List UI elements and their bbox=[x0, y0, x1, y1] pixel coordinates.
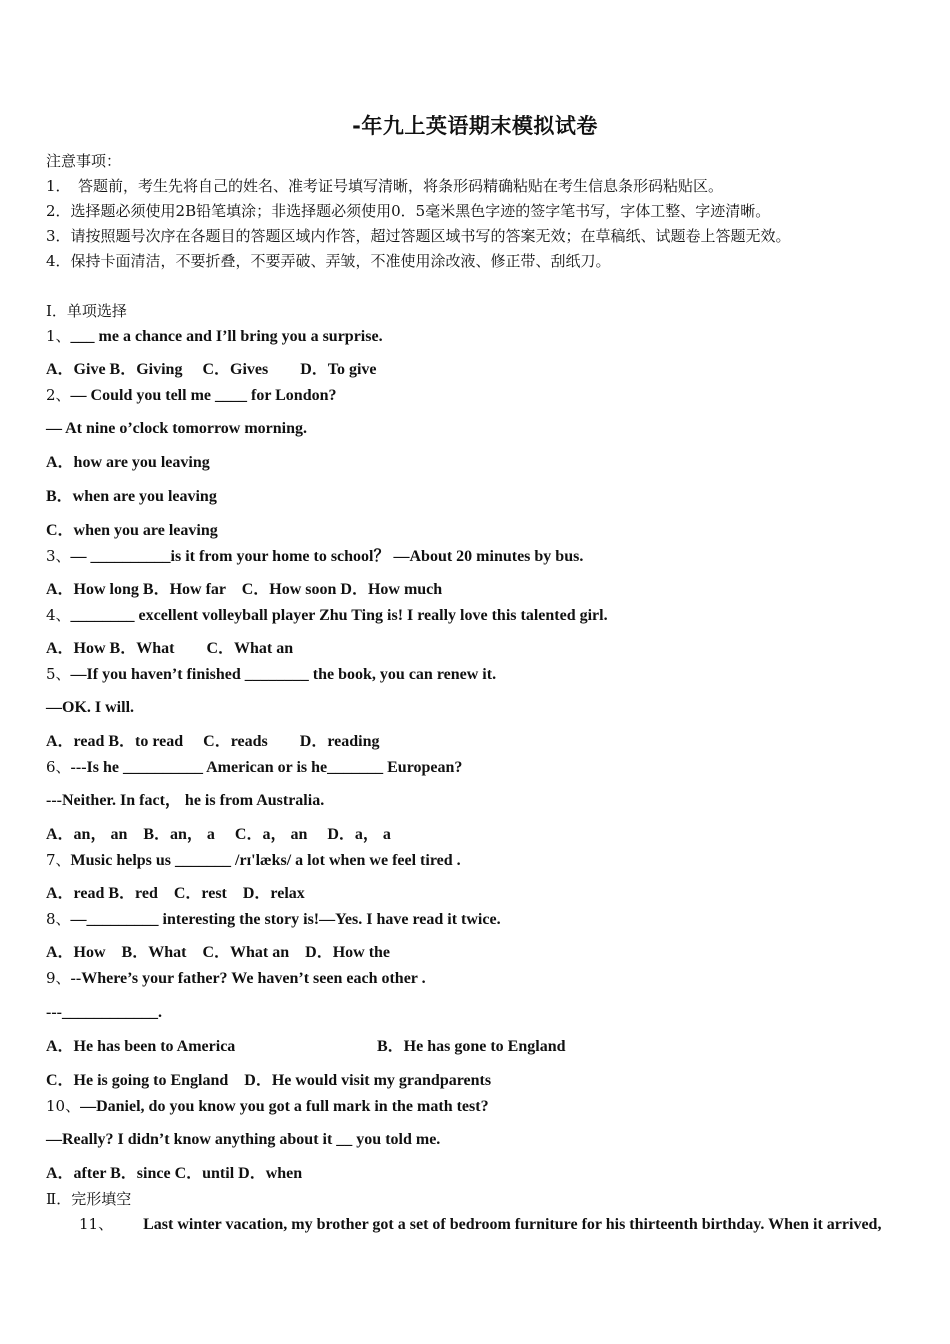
question-10 bbox=[46, 1096, 489, 1117]
question-9-option-b: B．He has gone to England bbox=[377, 1038, 566, 1055]
question-10-reply: —Really? I didn’t know anything about it __ you told me. bbox=[46, 1131, 441, 1148]
question-4 bbox=[46, 605, 608, 626]
question-6-reply: ---Neither. In fact， he is from Australia. bbox=[46, 792, 325, 809]
question-stem: ________ excellent volleyball player Zhu Ting is! I really love this talented girl. bbox=[70, 607, 608, 624]
question-number: 4、 bbox=[46, 606, 71, 624]
question-number: 9、 bbox=[46, 969, 71, 987]
question-2-reply: — At nine o’clock tomorrow morning. bbox=[46, 420, 308, 437]
section-1-heading: Ⅰ．单项选择 bbox=[46, 302, 127, 320]
question-8-options: A．How B．What C．What an D．How the bbox=[46, 944, 391, 961]
question-stem: --Where’s your father? We haven’t seen each other . bbox=[70, 970, 426, 987]
notice-item-1: 1． 答题前，考生先将自己的姓名、准考证号填写清晰，将条形码精确粘贴在考生信息条形码粘贴区。 bbox=[46, 177, 724, 195]
question-number: 8、 bbox=[46, 910, 71, 928]
question-number: 7、 bbox=[46, 851, 71, 869]
question-5-options: A．read B．to read C．reads D．reading bbox=[46, 733, 380, 750]
question-2-option-b: B．when are you leaving bbox=[46, 488, 217, 505]
question-stem: ---Is he __________ American or is he_______ European? bbox=[70, 759, 463, 776]
question-7 bbox=[46, 850, 461, 871]
question-stem: ___ me a chance and I’ll bring you a surprise. bbox=[70, 328, 383, 345]
passage-text: Last winter vacation, my brother got a set of bedroom furniture for his thirteenth birthday. When it arrived, bbox=[143, 1216, 882, 1233]
question-stem: —Daniel, do you know you got a full mark in the math test? bbox=[80, 1098, 489, 1115]
question-2-option-a: A．how are you leaving bbox=[46, 454, 210, 471]
question-number: 2、 bbox=[46, 386, 71, 404]
question-5 bbox=[46, 664, 496, 685]
question-number: 6、 bbox=[46, 758, 71, 776]
question-11 bbox=[79, 1214, 881, 1235]
section-2-heading: Ⅱ．完形填空 bbox=[46, 1190, 132, 1208]
question-number: 5、 bbox=[46, 665, 71, 683]
question-number: 3、 bbox=[46, 547, 71, 565]
question-9-options-cd: C．He is going to England D．He would visit my grandparents bbox=[46, 1072, 492, 1089]
question-6-options: A．an， an B．an， a C．a， an D．a， a bbox=[46, 826, 391, 843]
question-1 bbox=[46, 326, 383, 347]
question-2-option-c: C．when you are leaving bbox=[46, 522, 218, 539]
question-number: 10、 bbox=[46, 1097, 81, 1115]
notice-item-2: 2．选择题必须使用2B铅笔填涂；非选择题必须使用0．5毫米黑色字迹的签字笔书写，字体工整、字迹清晰。 bbox=[46, 202, 771, 220]
question-6 bbox=[46, 757, 462, 778]
question-4-options: A．How B．What C．What an bbox=[46, 640, 294, 657]
question-stem: —If you haven’t finished ________ the book, you can renew it. bbox=[70, 666, 497, 683]
question-number: 11、 bbox=[79, 1215, 114, 1233]
question-9-reply: ---____________. bbox=[46, 1004, 162, 1021]
question-stem: — Could you tell me ____ for London? bbox=[70, 387, 337, 404]
question-number: 1、 bbox=[46, 327, 71, 345]
notice-item-3: 3．请按照题号次序在各题目的答题区域内作答，超过答题区域书写的答案无效；在草稿纸、试题卷上答题无效。 bbox=[46, 227, 791, 245]
question-9 bbox=[46, 968, 426, 989]
question-stem: —_________ interesting the story is!—Yes. I have read it twice. bbox=[70, 911, 501, 928]
question-stem: Music helps us _______ /rɪ'læks/ a lot when we feel tired . bbox=[70, 852, 461, 869]
question-10-options: A．after B．since C．until D．when bbox=[46, 1165, 303, 1182]
question-9-option-a: A．He has been to America bbox=[46, 1038, 236, 1055]
notice-heading: 注意事项： bbox=[46, 152, 122, 170]
page-title: -年九上英语期末模拟试卷 bbox=[352, 114, 598, 138]
question-8 bbox=[46, 909, 501, 930]
question-2 bbox=[46, 385, 337, 406]
question-3-options: A．How long B．How far C．How soon D．How much bbox=[46, 581, 443, 598]
question-1-options: A．Give B．Giving C．Gives D．To give bbox=[46, 361, 377, 378]
question-7-options: A．read B．red C．rest D．relax bbox=[46, 885, 305, 902]
question-stem: — __________is it from your home to school？ —About 20 minutes by bus. bbox=[70, 548, 584, 565]
question-3 bbox=[46, 546, 583, 567]
question-5-reply: —OK. I will. bbox=[46, 699, 135, 716]
notice-item-4: 4．保持卡面清洁，不要折叠，不要弄破、弄皱，不准使用涂改液、修正带、刮纸刀。 bbox=[46, 252, 611, 270]
